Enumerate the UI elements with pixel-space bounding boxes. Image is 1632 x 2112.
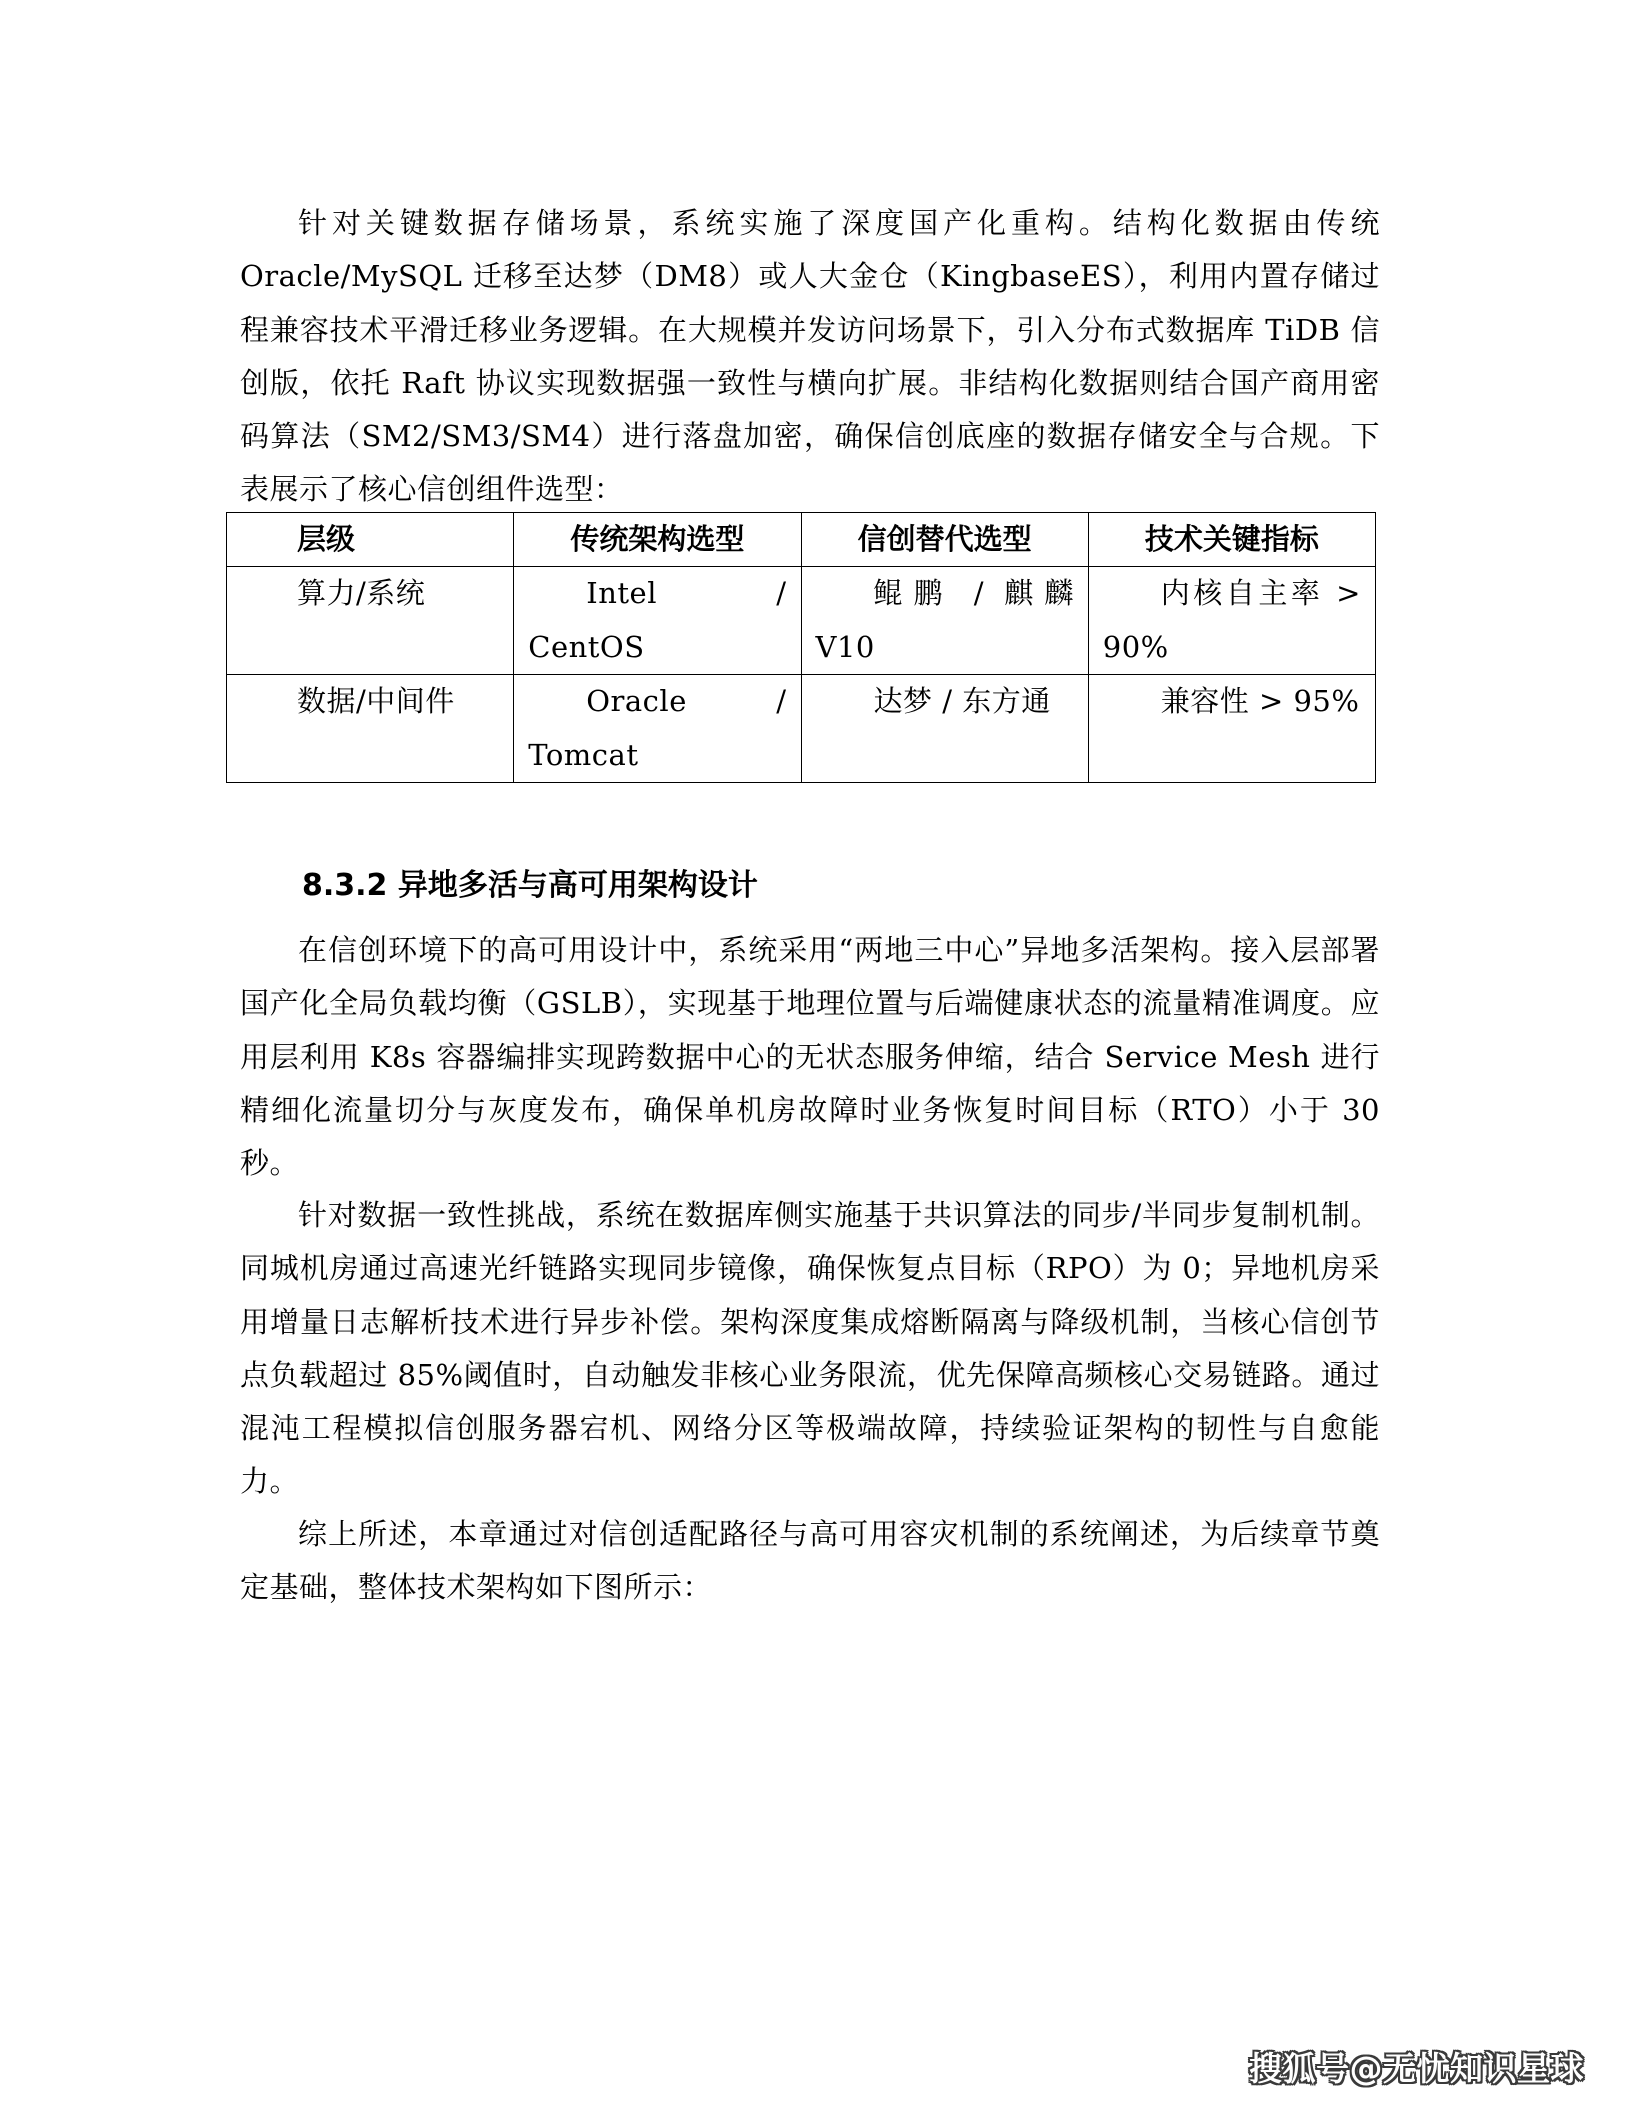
paragraph-summary: 综上所述，本章通过对信创适配路径与高可用容灾机制的系统阐述，为后续章节奠定基础，整体技术架构如下图所示： bbox=[240, 1517, 1380, 1605]
table-cell: Oracle / Tomcat bbox=[514, 675, 801, 783]
table-cell: 内核自主率 > 90% bbox=[1088, 567, 1375, 675]
paragraph-high-availability: 在信创环境下的高可用设计中，系统采用“两地三中心”异地多活架构。接入层部署国产化全局负载均衡（GSLB），实现基于地理位置与后端健康状态的流量精准调度。应用层利用 K8s 容器编排实现跨数据中心的无状态服务伸缩，结合 Service Mesh 进行精细化流量切分与灰度发布，确保单机房故障时业务恢复时间目标（RTO）小于 30 秒。 bbox=[240, 933, 1380, 1181]
table-header-cell: 信创替代选型 bbox=[801, 513, 1088, 567]
table-cell: 兼容性 > 95% bbox=[1088, 675, 1375, 783]
table-header-cell: 传统架构选型 bbox=[514, 513, 801, 567]
paragraph-data-consistency: 针对数据一致性挑战，系统在数据库侧实施基于共识算法的同步/半同步复制机制。同城机房通过高速光纤链路实现同步镜像，确保恢复点目标（RPO）为 0；异地机房采用增量日志解析技术进行异步补偿。架构深度集成熔断隔离与降级机制，当核心信创节点负载超过 85%阈值时，自动触发非核心业务限流，优先保障高频核心交易链路。通过混沌工程模拟信创服务器宕机、网络分区等极端故障，持续验证架构的韧性与自愈能力。 bbox=[240, 1198, 1380, 1499]
section-heading: 8.3.2 异地多活与高可用架构设计 bbox=[302, 868, 758, 903]
table-cell: 算力/系统 bbox=[227, 567, 514, 675]
table-header-row bbox=[227, 513, 1376, 567]
table-header-cell: 层级 bbox=[227, 513, 514, 567]
table-header-cell: 技术关键指标 bbox=[1088, 513, 1375, 567]
table-cell: 数据/中间件 bbox=[227, 675, 514, 783]
table-cell: Intel / CentOS bbox=[514, 567, 801, 675]
table-row bbox=[227, 567, 1376, 675]
table-cell: 达梦 / 东方通 bbox=[801, 675, 1088, 783]
paragraph-data-storage: 针对关键数据存储场景，系统实施了深度国产化重构。结构化数据由传统 Oracle/MySQL 迁移至达梦（DM8）或人大金仓（KingbaseES），利用内置存储过程兼容技术平滑迁移业务逻辑。在大规模并发访问场景下，引入分布式数据库 TiDB 信创版，依托 Raft 协议实现数据强一致性与横向扩展。非结构化数据则结合国产商用密码算法（SM2/SM3/SM4）进行落盘加密，确保信创底座的数据存储安全与合规。下表展示了核心信创组件选型： bbox=[240, 206, 1380, 507]
watermark: 搜狐号@无忧知识星球 bbox=[1249, 2049, 1584, 2088]
table-row bbox=[227, 675, 1376, 783]
table-cell: 鲲鹏 / 麒麟 V10 bbox=[801, 567, 1088, 675]
component-selection-table bbox=[226, 512, 1376, 783]
